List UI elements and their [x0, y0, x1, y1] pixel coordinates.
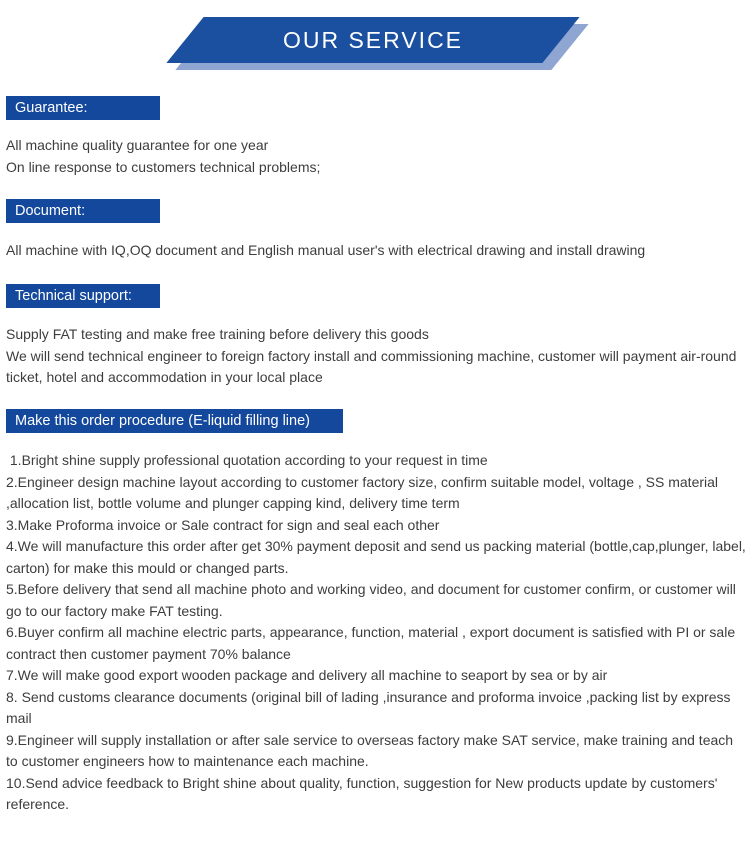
paragraph: Supply FAT testing and make free training before delivery this goods — [6, 326, 429, 342]
list-item: 7.We will make good export wooden package and delivery all machine to seaport by sea or by air — [6, 667, 608, 683]
list-item: 5.Before delivery that send all machine photo and working video, and document for customer confirm, or customer will go to our factory make FAT testing. — [6, 581, 740, 619]
section-heading-document — [6, 199, 160, 223]
list-item: 10.Send advice feedback to Bright shine about quality, function, suggestion for New products update by customers' reference. — [6, 774, 722, 812]
section-heading-label: Document: — [15, 203, 86, 219]
paragraph: On line response to customers technical problems; — [6, 158, 321, 175]
section-body-guarantee — [6, 135, 746, 178]
paragraph: We will send technical engineer to foreign factory install and commissioning machine, customer will payment air-round ticket, hotel and accommodation in your local place — [6, 347, 741, 385]
section-heading-label: Technical support: — [15, 288, 132, 304]
paragraph: All machine with IQ,OQ document and English manual user's with electrical drawing and install drawing — [6, 242, 646, 258]
paragraph: All machine quality guarantee for one year — [6, 137, 269, 153]
service-banner — [185, 17, 561, 63]
section-heading-order-procedure — [6, 409, 343, 433]
page-title: OUR SERVICE — [282, 26, 464, 53]
section-heading-label: Make this order procedure (E-liquid filling line) — [15, 413, 310, 429]
section-heading-label: Guarantee: — [15, 100, 88, 116]
section-body-order-procedure — [6, 450, 750, 816]
section-body-technical-support — [6, 324, 746, 389]
section-body-document — [6, 240, 746, 262]
list-item: 1.Bright shine supply professional quotation according to your request in time — [6, 452, 488, 468]
section-heading-technical-support — [6, 284, 160, 308]
section-heading-guarantee — [6, 96, 160, 120]
list-item: 6.Buyer confirm all machine electric parts, appearance, function, material , export document is satisfied with PI or sale contract then customer payment 70% balance — [6, 624, 740, 662]
list-item: 9.Engineer will supply installation or after sale service to overseas factory make SAT service, make training and teach to customer engineers how to maintenance each machine. — [6, 731, 737, 769]
list-item: 8. Send customs clearance documents (original bill of lading ,insurance and proforma invoice ,packing list by express mail — [6, 688, 735, 726]
list-item: 3.Make Proforma invoice or Sale contract for sign and seal each other — [6, 516, 440, 533]
list-item: 2.Engineer design machine layout according to customer factory size, confirm suitable model, voltage , SS material ,allocation list, bottle volume and plunger capping kind, delivery time term — [6, 473, 722, 511]
list-item: 4.We will manufacture this order after get 30% payment deposit and send us packing material (bottle,cap,plunger, label, carton) for make this mould or changed parts. — [6, 538, 750, 576]
